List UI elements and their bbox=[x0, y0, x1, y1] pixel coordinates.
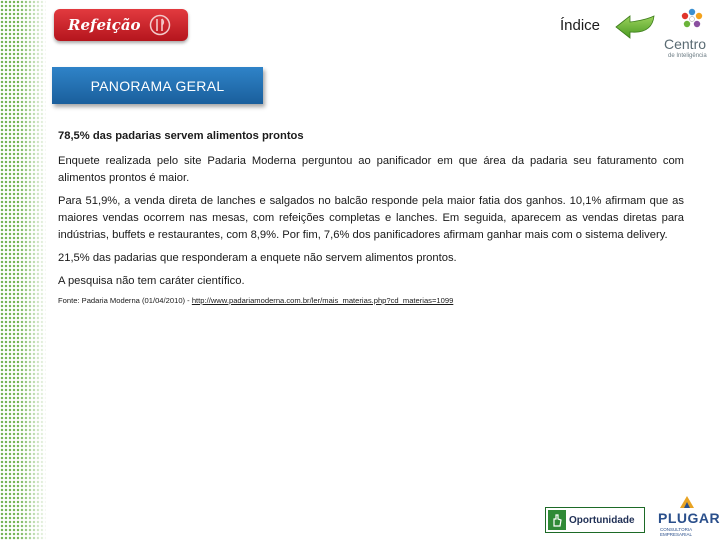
paragraph-4: A pesquisa não tem caráter científico. bbox=[58, 275, 245, 287]
section-title: PANORAMA GERAL bbox=[90, 77, 225, 94]
article-body bbox=[58, 128, 684, 312]
index-link[interactable]: Índice bbox=[560, 17, 601, 34]
plugar-logo: PLUGAR bbox=[658, 510, 720, 526]
source-prefix: Fonte: Padaria Moderna (01/04/2010) - bbox=[58, 296, 192, 305]
source-note bbox=[58, 296, 684, 306]
category-tag-label: Refeição bbox=[68, 16, 141, 34]
cutlery-icon bbox=[149, 14, 171, 36]
paragraph-1: Enquete realizada pelo site Padaria Moderna perguntou ao panificador em que área da padaria seu faturamento com alimentos prontos é maior. bbox=[58, 155, 684, 184]
logo-subtitle: de Inteligência bbox=[668, 53, 707, 59]
category-tag bbox=[54, 9, 188, 41]
section-banner bbox=[52, 67, 263, 104]
back-arrow-icon[interactable] bbox=[614, 14, 656, 40]
logo-name: Centro bbox=[664, 36, 707, 52]
paragraph-3: 21,5% das padarias que responderam a enquete não servem alimentos prontos. bbox=[58, 252, 457, 264]
hand-icon bbox=[548, 510, 566, 530]
opportunity-label: Oportunidade bbox=[569, 514, 635, 526]
paragraph-2: Para 51,9%, a venda direta de lanches e salgados no balcão responde pela maior fatia dos ganhos. 10,1% afirmam que as maiores vendas ocorrem nas mesas, com refeições completas e lanches. Em seguida, aparecem as vendas diretas para indústrias, buffets e restaurantes, com 8,9%. Por fim, 7,6% dos panificadores afirmam ganhar mais com o sistema delivery. bbox=[58, 195, 684, 241]
side-border-fade bbox=[18, 0, 48, 540]
plugar-tagline: CONSULTORIA EMPRESARIAL bbox=[660, 527, 693, 537]
plugar-mark-icon bbox=[678, 494, 696, 510]
source-link[interactable]: http://www.padariamoderna.com.br/ler/mais_materias.php?cd_materias=1099 bbox=[191, 296, 454, 305]
article-headline: 78,5% das padarias servem alimentos prontos bbox=[58, 130, 304, 142]
opportunity-button[interactable] bbox=[545, 507, 645, 533]
